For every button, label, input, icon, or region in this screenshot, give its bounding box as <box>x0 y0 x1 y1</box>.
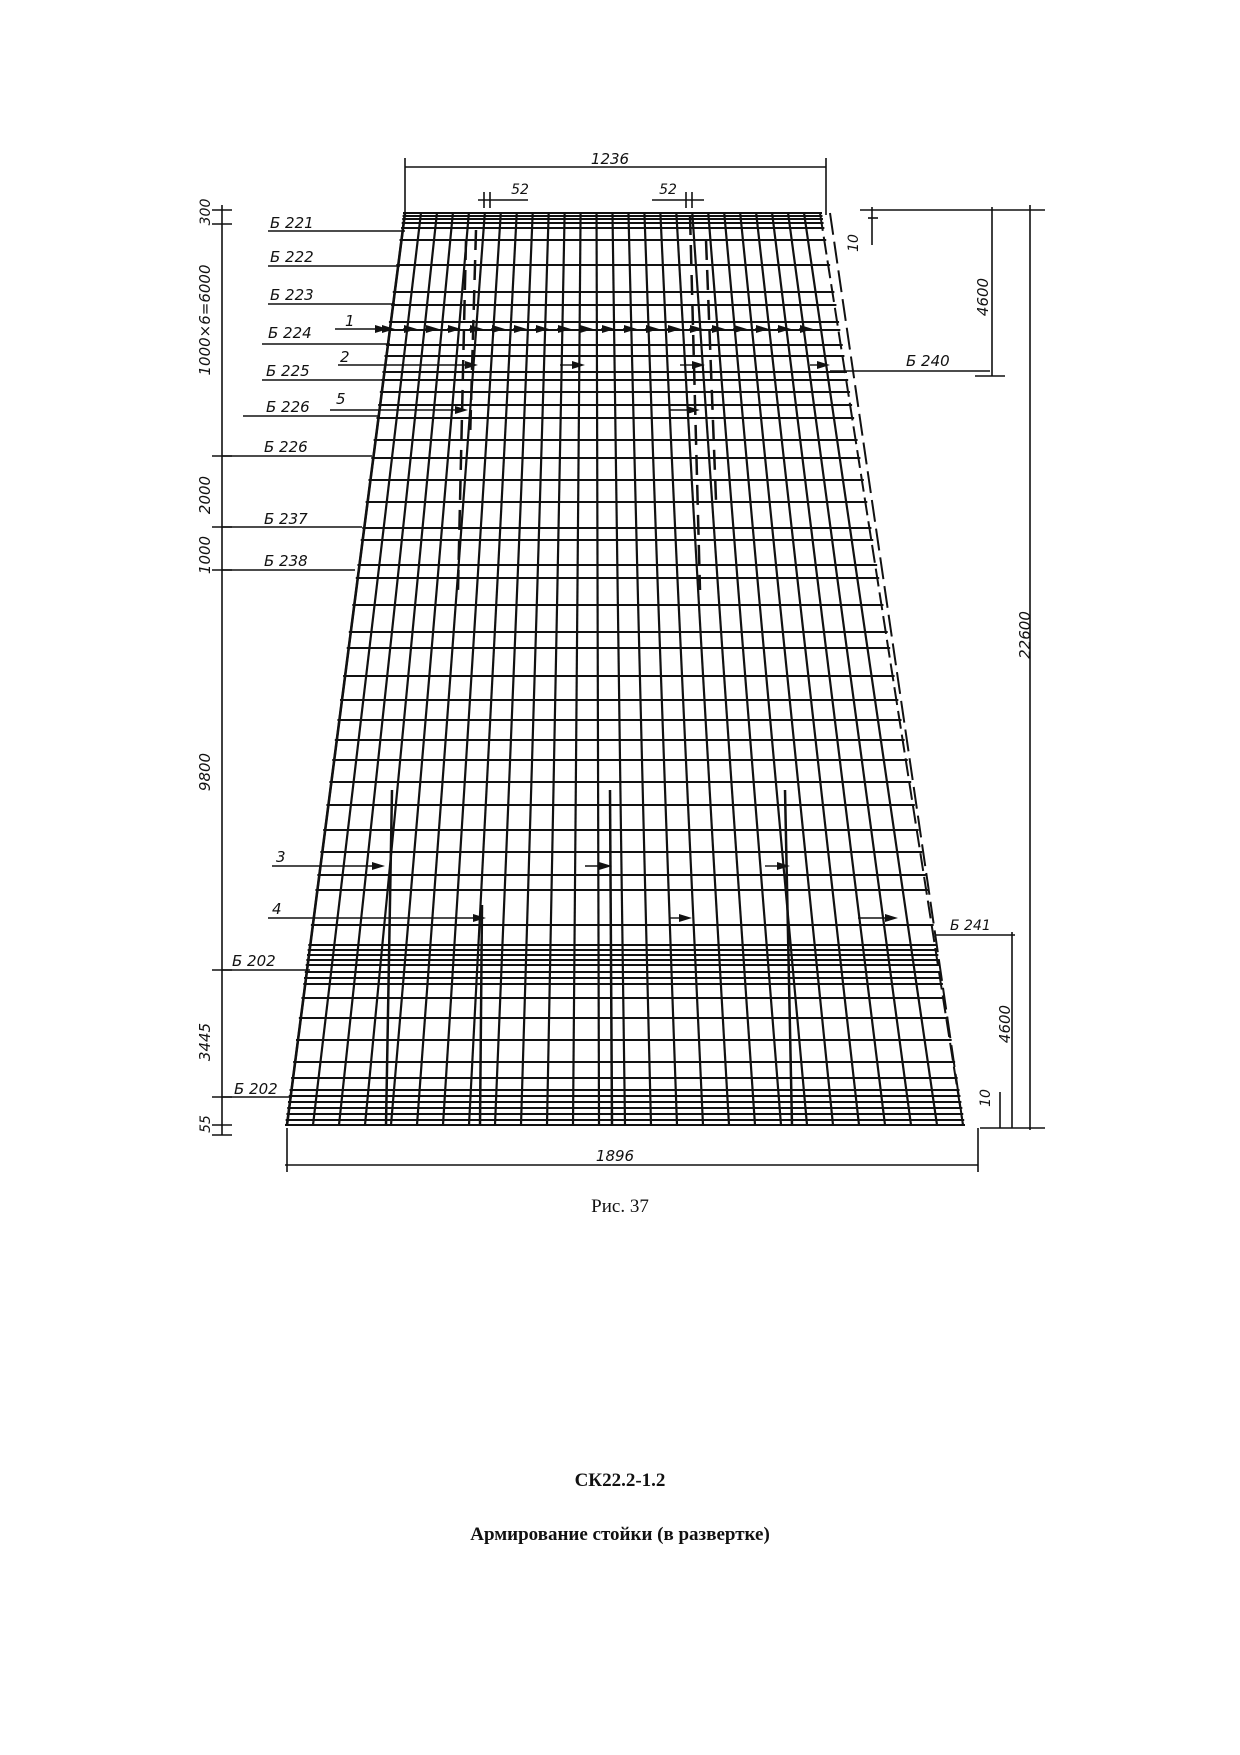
document-title: Армирование стойки (в развертке) <box>470 1524 770 1545</box>
bar-arrowhead <box>778 325 791 333</box>
mesh-label: Б 237 <box>264 510 308 528</box>
mesh-label: Б 226 <box>266 398 310 416</box>
bar-arrowhead <box>646 325 659 333</box>
mesh-label: Б 224 <box>268 324 312 342</box>
document-code: СК22.2-1.2 <box>574 1470 666 1491</box>
bar-arrowhead <box>558 325 571 333</box>
dim-right-bottom-height: 4600 <box>996 1004 1014 1044</box>
dim-total-height: 22600 <box>1016 611 1034 659</box>
vertical-bar <box>495 213 533 1125</box>
bar-arrowhead <box>885 914 898 922</box>
bar-arrowhead <box>426 325 439 333</box>
dim-left-segment: 1000×6=6000 <box>196 264 214 376</box>
figure-caption: Рис. 37 <box>591 1196 649 1217</box>
bar-number: 3 <box>276 848 286 866</box>
bar-number: 2 <box>340 348 350 366</box>
bar-number: 1 <box>345 312 355 330</box>
dim-left-segment: 1000 <box>196 535 214 575</box>
dim-top-width: 1236 <box>590 150 630 168</box>
mesh-label: Б 223 <box>270 286 314 304</box>
vertical-bar <box>628 213 651 1125</box>
bar-arrowhead <box>536 325 549 333</box>
dim-top-spacing-right: 52 <box>659 182 677 198</box>
dim-bottom-width: 1896 <box>595 1147 635 1165</box>
mesh-label: Б 226 <box>264 438 308 456</box>
dim-left-segment: 9800 <box>196 752 214 792</box>
vertical-bar <box>391 213 469 1125</box>
mesh-label: Б 238 <box>264 552 308 570</box>
dim-right-top-offset: 10 <box>846 234 862 252</box>
dim-left-segment: 300 <box>198 198 214 226</box>
additional-bar <box>386 790 392 1125</box>
bar-arrowhead <box>668 325 681 333</box>
bar-arrowhead <box>404 325 417 333</box>
mesh-label: Б 221 <box>270 214 314 232</box>
vertical-bar <box>804 213 937 1125</box>
bar-arrowhead <box>687 406 700 414</box>
vertical-bar <box>740 213 833 1125</box>
mesh-label: Б 202 <box>234 1080 278 1098</box>
dim-right-top-height: 4600 <box>974 277 992 317</box>
additional-bar <box>480 905 482 1125</box>
bar-arrowhead <box>756 325 769 333</box>
dim-top-spacing-left: 52 <box>511 182 529 198</box>
bar-number: 5 <box>336 390 346 408</box>
dimension-lines <box>212 158 1045 1172</box>
mesh-label-right: Б 240 <box>906 352 950 370</box>
bar-arrowhead <box>492 325 505 333</box>
reinforcement-mesh <box>285 213 965 1125</box>
bar-arrowhead <box>800 325 813 333</box>
vertical-bar <box>597 213 599 1125</box>
mesh-label: Б 225 <box>266 362 310 380</box>
bar-arrowhead <box>679 914 692 922</box>
vertical-bar <box>365 213 453 1125</box>
vertical-bar <box>644 213 677 1125</box>
mesh-label-right: Б 241 <box>950 918 991 934</box>
bar-arrowhead <box>580 325 593 333</box>
vertical-bar <box>521 213 549 1125</box>
dim-left-segment: 2000 <box>196 475 214 515</box>
bar-arrowhead <box>817 361 830 369</box>
bar-number: 4 <box>272 900 282 918</box>
bar-arrowhead <box>734 325 747 333</box>
dim-left-segment: 3445 <box>196 1022 214 1062</box>
dim-left-segment: 55 <box>198 1115 214 1133</box>
vertical-bar <box>573 213 581 1125</box>
bar-arrowhead <box>375 325 388 333</box>
vertical-bar <box>313 213 421 1125</box>
bar-arrowhead <box>514 325 527 333</box>
bar-arrowhead <box>372 862 385 870</box>
additional-bar <box>610 790 612 1125</box>
vertical-bar <box>724 213 807 1125</box>
vertical-bar <box>660 213 703 1125</box>
vertical-bar <box>547 213 565 1125</box>
mesh-label: Б 202 <box>232 952 276 970</box>
dim-right-bottom-offset: 10 <box>978 1089 994 1107</box>
mesh-label: Б 222 <box>270 248 314 266</box>
vertical-bar <box>613 213 626 1125</box>
